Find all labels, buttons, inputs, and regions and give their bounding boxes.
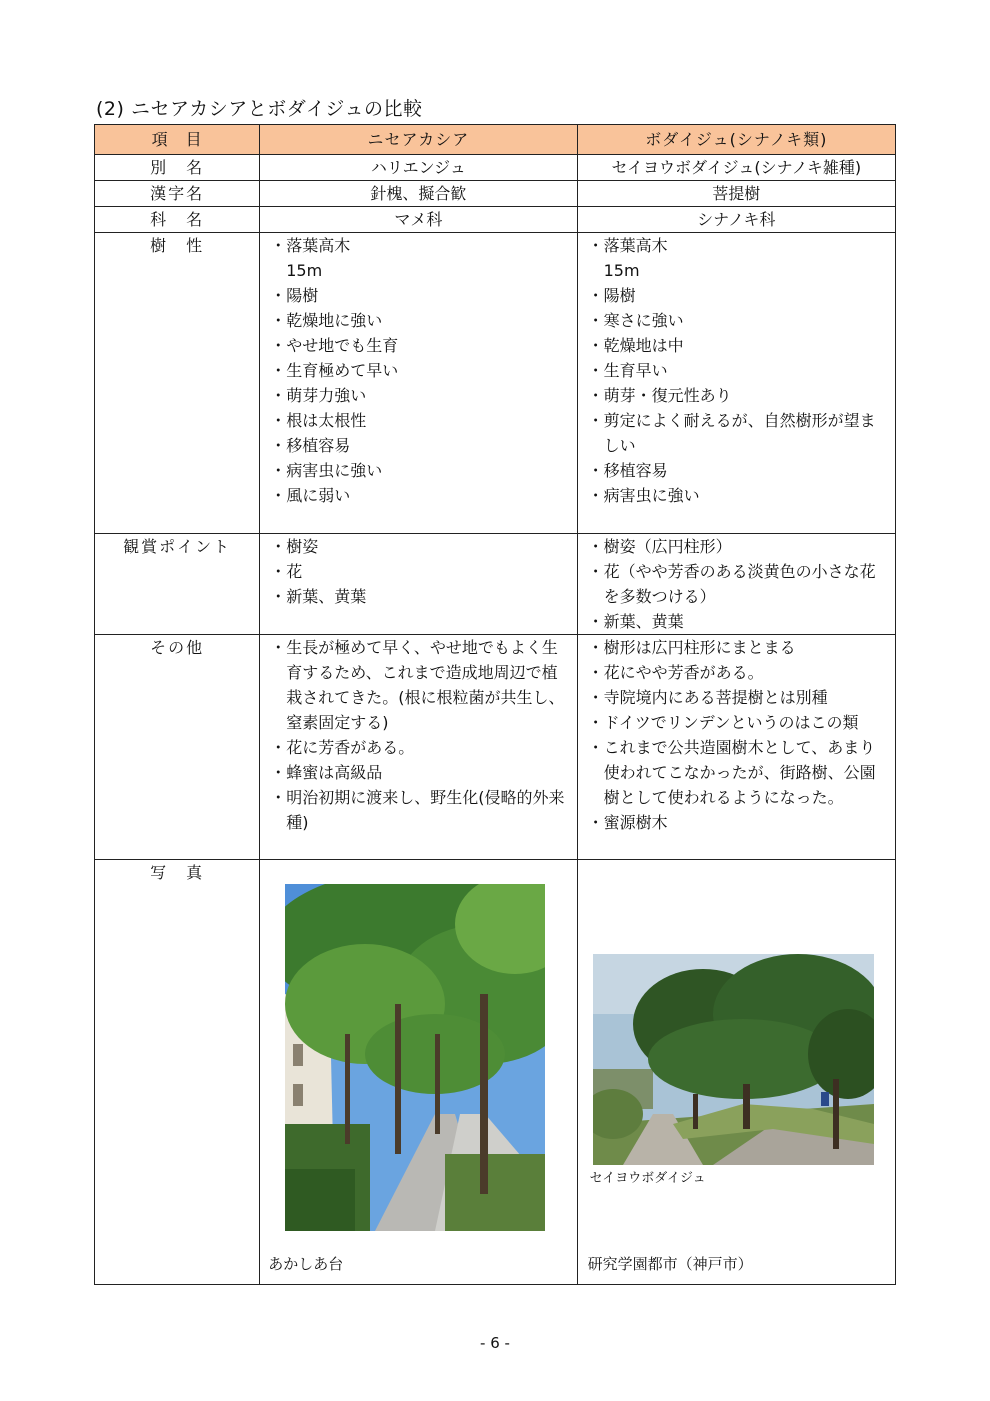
list-item-text: 15m — [286, 261, 323, 280]
list-item — [588, 333, 891, 358]
list-item-text: 移植容易 — [286, 436, 351, 455]
page-number: - 6 - — [480, 1334, 510, 1352]
bullet-mark: ・ — [270, 361, 287, 380]
list-item — [588, 408, 891, 458]
bullet-mark: ・ — [270, 537, 287, 556]
row-label: 別 名 — [95, 155, 260, 181]
list-item-text: 新葉、黄葉 — [286, 587, 367, 606]
table-row-kanji — [95, 181, 896, 207]
row-label: 漢字名 — [95, 181, 260, 207]
list-item-text: 樹姿 — [286, 537, 319, 556]
list-item-text: 樹姿（広円柱形） — [603, 537, 732, 556]
bullet-mark: ・ — [587, 386, 604, 405]
list-item-text: 陽樹 — [286, 286, 319, 305]
list-item — [588, 258, 891, 283]
list-item — [270, 458, 572, 483]
list-item — [270, 735, 572, 760]
section-heading: (2) ニセアカシアとボダイジュの比較 — [96, 98, 423, 120]
photo-caption-b: 研究学園都市（神戸市） — [587, 1255, 753, 1273]
bullet-list — [578, 534, 895, 634]
table-row-viewing — [95, 534, 896, 635]
bullet-mark: ・ — [270, 411, 287, 430]
list-item — [588, 635, 891, 660]
list-item — [270, 383, 572, 408]
bullet-mark: ・ — [270, 236, 287, 255]
list-item-text: 移植容易 — [603, 461, 668, 480]
list-item-text: 乾燥地は中 — [603, 336, 684, 355]
list-item — [588, 233, 891, 258]
list-item — [588, 710, 891, 735]
tree-photo-acacia — [285, 884, 545, 1231]
list-item-text: 生育極めて早い — [286, 361, 399, 380]
list-item-text: 蜂蜜は高級品 — [286, 763, 383, 782]
bullet-mark: ・ — [270, 562, 287, 581]
list-item-text: 落葉高木 — [286, 236, 351, 255]
list-item-text: 萌芽・復元性あり — [603, 386, 732, 405]
cell-a: ハリエンジュ — [260, 155, 577, 181]
list-item-text: 根は太根性 — [286, 411, 367, 430]
bullet-list — [260, 534, 576, 609]
header-col-a: ニセアカシア — [260, 125, 577, 155]
bullet-mark: ・ — [270, 587, 287, 606]
bullet-mark: ・ — [587, 738, 604, 757]
list-item — [270, 358, 572, 383]
list-item — [270, 233, 572, 258]
cell-b — [577, 233, 895, 534]
list-item-text: 風に弱い — [286, 486, 351, 505]
list-item-text: 花に芳香がある。 — [286, 738, 415, 757]
cell-b: シナノキ科 — [577, 207, 895, 233]
bullet-mark: ・ — [270, 638, 287, 657]
list-item-text: 生育早い — [603, 361, 668, 380]
list-item-text: 花（やや芳香のある淡黄色の小さな花を多数つける） — [603, 562, 876, 606]
list-item — [588, 483, 891, 508]
cell-a: マメ科 — [260, 207, 577, 233]
bullet-mark: ・ — [587, 311, 604, 330]
list-item-text: 生長が極めて早く、やせ地でもよく生育するため、これまで造成地周辺で植栽されてきた。(根に根粒菌が共生し、窒素固定する) — [286, 638, 565, 732]
header-item: 項 目 — [95, 125, 260, 155]
table-row-traits — [95, 233, 896, 534]
bullet-mark: ・ — [587, 713, 604, 732]
bullet-mark: ・ — [587, 562, 604, 581]
list-item-text: 病害虫に強い — [286, 461, 383, 480]
list-item — [270, 760, 572, 785]
bullet-mark: ・ — [587, 486, 604, 505]
list-item-text: 落葉高木 — [603, 236, 668, 255]
cell-b — [577, 860, 895, 1285]
list-item — [588, 358, 891, 383]
list-item-text: 病害虫に強い — [603, 486, 700, 505]
photo-caption-a: あかしあ台 — [268, 1255, 344, 1273]
list-item-text: 15m — [603, 261, 640, 280]
list-item-text: 萌芽力強い — [286, 386, 367, 405]
bullet-mark: ・ — [270, 286, 287, 305]
list-item — [270, 635, 572, 735]
list-item — [588, 609, 891, 634]
bullet-mark: ・ — [270, 461, 287, 480]
bullet-mark: ・ — [587, 461, 604, 480]
bullet-mark: ・ — [270, 336, 287, 355]
bullet-mark: ・ — [587, 663, 604, 682]
list-item-text: 剪定によく耐えるが、自然樹形が望ましい — [603, 411, 876, 455]
cell-b: セイヨウボダイジュ(シナノキ雑種) — [577, 155, 895, 181]
list-item — [270, 408, 572, 433]
bullet-mark: ・ — [587, 236, 604, 255]
list-item-text: これまで公共造園樹木として、あまり使われてこなかったが、街路樹、公園樹として使われるようになった。 — [603, 738, 876, 807]
list-item — [588, 660, 891, 685]
list-item-text: 花にやや芳香がある。 — [603, 663, 764, 682]
tree-photo-linden — [593, 954, 874, 1165]
cell-a — [260, 534, 577, 635]
list-item — [270, 534, 572, 559]
bullet-mark: ・ — [270, 763, 287, 782]
list-item-text: 陽樹 — [603, 286, 636, 305]
list-item — [588, 685, 891, 710]
bullet-mark: ・ — [270, 311, 287, 330]
bullet-mark: ・ — [270, 486, 287, 505]
bullet-mark: ・ — [270, 386, 287, 405]
list-item-text: 寺院境内にある菩提樹とは別種 — [603, 688, 828, 707]
list-item — [270, 333, 572, 358]
cell-a: 針槐、擬合歓 — [260, 181, 577, 207]
list-item — [588, 735, 891, 810]
bullet-mark: ・ — [270, 788, 287, 807]
bullet-mark: ・ — [587, 286, 604, 305]
bullet-mark: ・ — [587, 688, 604, 707]
cell-b: 菩提樹 — [577, 181, 895, 207]
bullet-list — [578, 233, 895, 508]
row-label: 科 名 — [95, 207, 260, 233]
table-row-alias — [95, 155, 896, 181]
acacia-street-image — [285, 884, 545, 1231]
bullet-mark: ・ — [587, 813, 604, 832]
row-label: 観賞ポイント — [95, 534, 260, 635]
list-item-text: 花 — [286, 562, 303, 581]
table-header-row — [95, 125, 896, 155]
list-item — [588, 458, 891, 483]
linden-park-image — [593, 954, 874, 1165]
table-row-photo — [95, 860, 896, 1285]
cell-a — [260, 635, 577, 860]
list-item-text: 蜜源樹木 — [603, 813, 668, 832]
bullet-mark: ・ — [587, 411, 604, 430]
list-item — [270, 584, 572, 609]
list-item — [270, 283, 572, 308]
list-item — [270, 258, 572, 283]
bullet-mark: ・ — [270, 436, 287, 455]
list-item-text: 乾燥地に強い — [286, 311, 383, 330]
list-item-text: ドイツでリンデンというのはこの類 — [603, 713, 859, 732]
bullet-mark: ・ — [587, 361, 604, 380]
list-item — [270, 785, 572, 835]
list-item — [270, 559, 572, 584]
cell-a — [260, 860, 577, 1285]
bullet-mark: ・ — [587, 336, 604, 355]
comparison-table — [94, 124, 896, 1285]
bullet-list — [260, 635, 576, 835]
list-item — [588, 534, 891, 559]
bullet-list — [260, 233, 576, 508]
list-item — [270, 433, 572, 458]
table-row-family — [95, 207, 896, 233]
bullet-mark: ・ — [587, 612, 604, 631]
row-label: その他 — [95, 635, 260, 860]
list-item — [270, 483, 572, 508]
list-item-text: 明治初期に渡来し、野生化(侵略的外来種) — [286, 788, 565, 832]
cell-b — [577, 534, 895, 635]
list-item — [588, 559, 891, 609]
cell-a — [260, 233, 577, 534]
table-row-other — [95, 635, 896, 860]
photo-inner-caption-b: セイヨウボダイジュ — [589, 1171, 706, 1186]
cell-b — [577, 635, 895, 860]
list-item — [588, 383, 891, 408]
bullet-mark: ・ — [270, 738, 287, 757]
row-label: 樹 性 — [95, 233, 260, 534]
list-item — [588, 283, 891, 308]
list-item-text: 寒さに強い — [603, 311, 684, 330]
list-item-text: 新葉、黄葉 — [603, 612, 684, 631]
list-item — [588, 308, 891, 333]
list-item — [270, 308, 572, 333]
list-item-text: やせ地でも生育 — [286, 336, 399, 355]
list-item — [588, 810, 891, 835]
row-label: 写 真 — [95, 860, 260, 1285]
list-item-text: 樹形は広円柱形にまとまる — [603, 638, 796, 657]
bullet-list — [578, 635, 895, 835]
bullet-mark: ・ — [587, 537, 604, 556]
bullet-mark: ・ — [587, 638, 604, 657]
header-col-b: ボダイジュ(シナノキ類) — [577, 125, 895, 155]
